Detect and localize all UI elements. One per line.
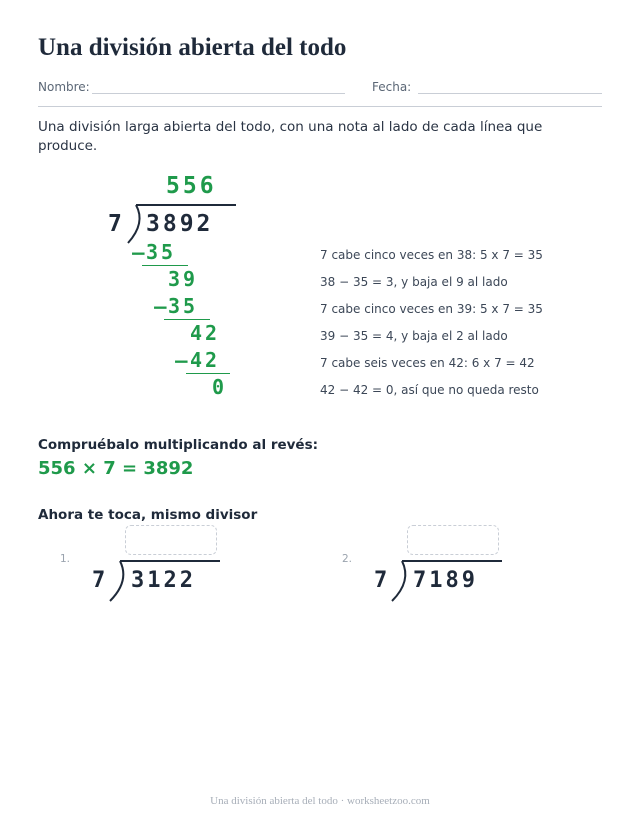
divisor: 7: [92, 568, 109, 593]
step-note: 38 − 35 = 3, y baja el 9 al lado: [320, 275, 508, 289]
practice-label: Ahora te toca, mismo divisor: [38, 507, 258, 523]
footer: Una división abierta del todo · worksheetzoo.com: [210, 795, 430, 807]
name-field[interactable]: [92, 93, 345, 94]
page-title: Una división abierta del todo: [38, 34, 347, 61]
divisor: 7: [374, 568, 391, 593]
answer-box[interactable]: [407, 525, 499, 555]
remainder-1: 39: [168, 267, 199, 291]
subtrahend-2: 35: [168, 294, 199, 318]
intro-text: Una división larga abierta del todo, con una nota al lado de cada línea que produce.: [38, 119, 543, 154]
step-note: 7 cabe cinco veces en 39: 5 x 7 = 35: [320, 302, 543, 316]
check-label: Compruébalo multiplicando al revés:: [38, 437, 319, 453]
name-label: Nombre:: [38, 80, 90, 94]
remainder-2: 42: [190, 321, 221, 345]
final-remainder: 0: [212, 375, 228, 399]
subtraction-line: [142, 265, 188, 266]
date-label: Fecha:: [372, 80, 412, 94]
divisor: 7: [108, 211, 125, 237]
subtrahend-3: 42: [190, 348, 221, 372]
subtrahend-1: 35: [146, 240, 177, 264]
subtraction-line: [186, 373, 230, 374]
minus-sign: −: [130, 241, 147, 265]
minus-sign: −: [173, 349, 190, 373]
step-note: 42 − 42 = 0, así que no queda resto: [320, 383, 539, 397]
problem-number: 1.: [60, 553, 71, 565]
step-note: 7 cabe seis veces en 42: 6 x 7 = 42: [320, 356, 535, 370]
date-field[interactable]: [418, 93, 602, 94]
step-note: 39 − 35 = 4, y baja el 2 al lado: [320, 329, 508, 343]
header-divider: [38, 106, 602, 107]
answer-box[interactable]: [125, 525, 217, 555]
dividend: 3122: [131, 568, 196, 593]
check-equation: 556 × 7 = 3892: [38, 458, 194, 479]
step-note: 7 cabe cinco veces en 38: 5 x 7 = 35: [320, 248, 543, 262]
quotient: 556: [166, 173, 217, 199]
dividend: 7189: [413, 568, 478, 593]
subtraction-line: [164, 319, 210, 320]
dividend: 3892: [146, 211, 214, 237]
minus-sign: −: [152, 295, 169, 319]
problem-number: 2.: [342, 553, 353, 565]
